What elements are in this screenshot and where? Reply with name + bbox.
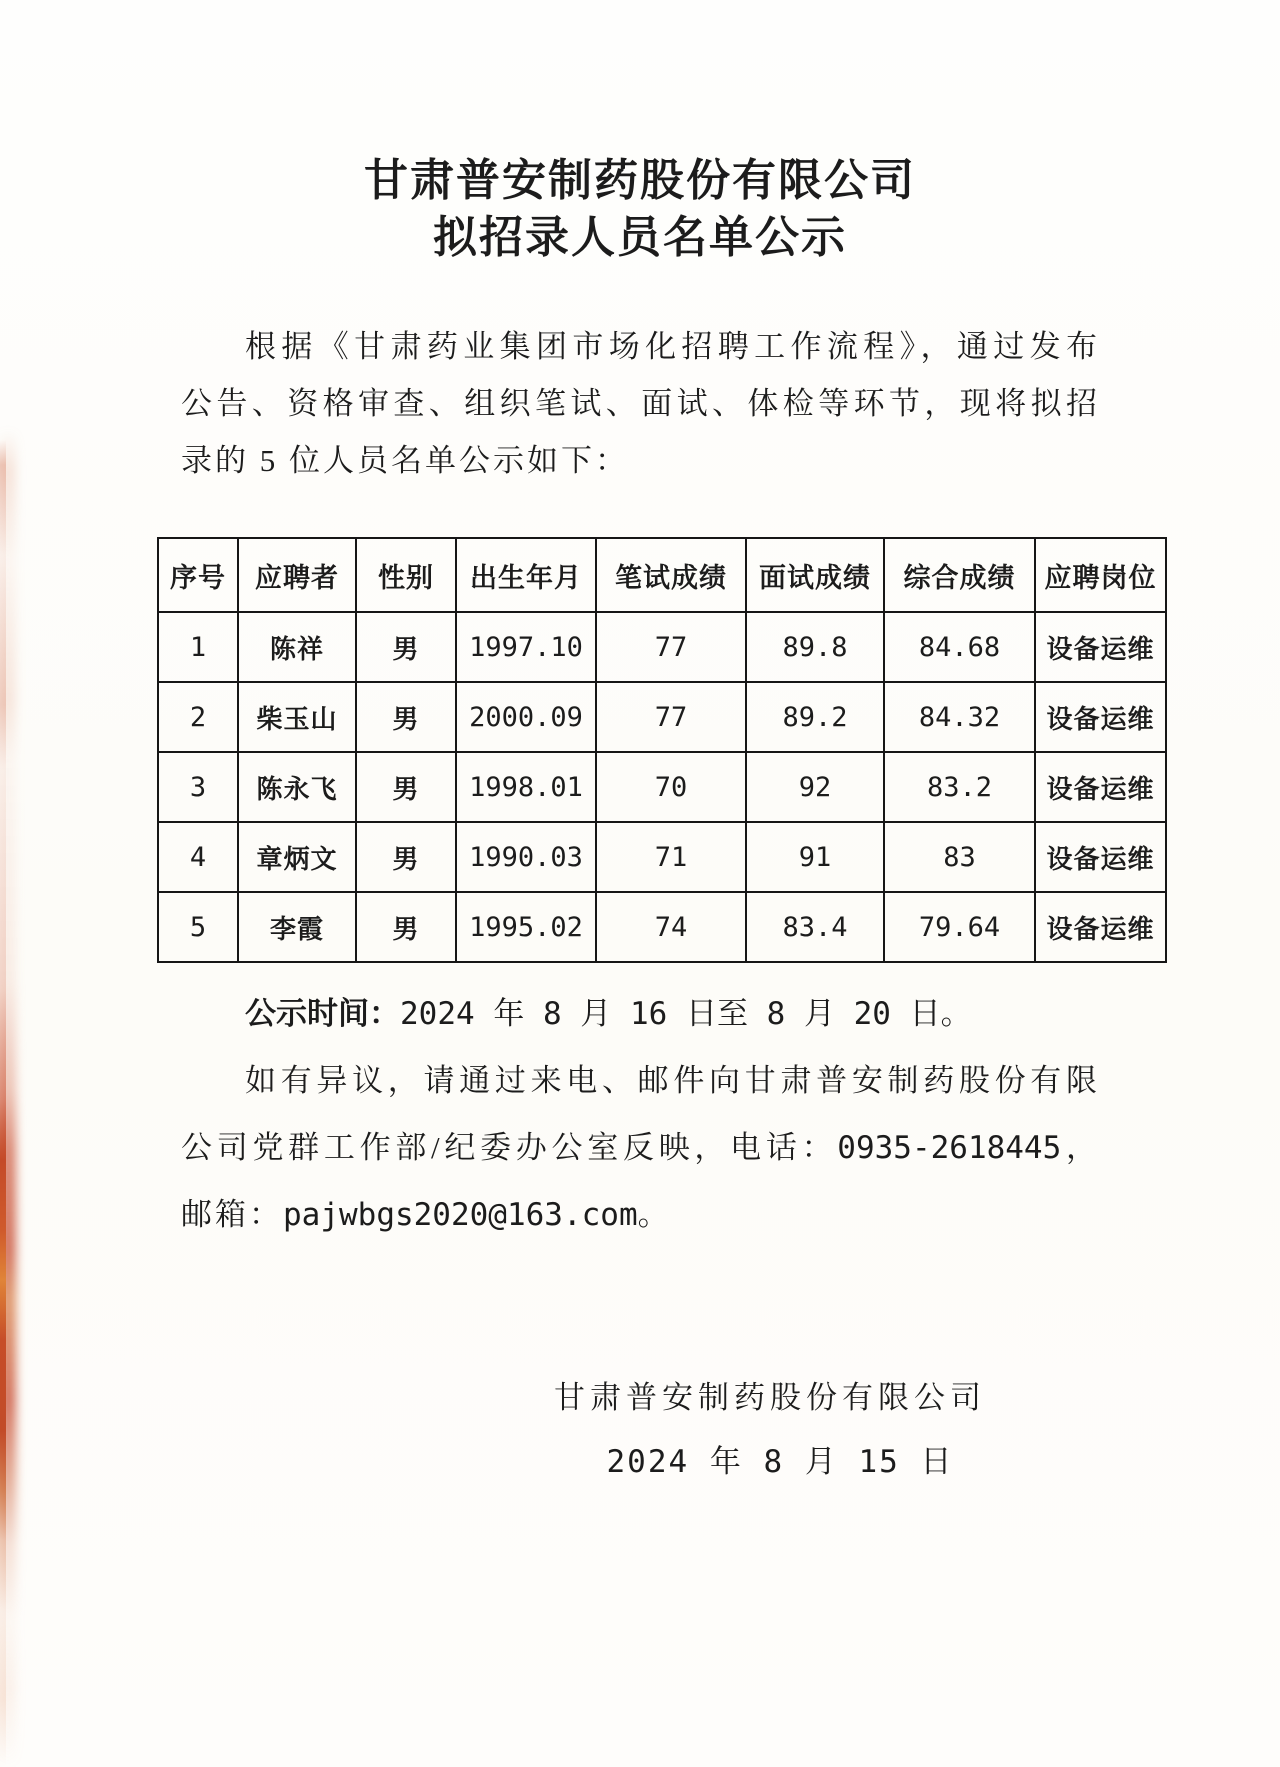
col-header-index: 序号	[158, 538, 238, 612]
cell-interview-score: 92	[746, 752, 884, 822]
cell-index: 3	[158, 752, 238, 822]
publicity-period-label: 公示时间：	[245, 996, 400, 1031]
col-header-gender: 性别	[356, 538, 456, 612]
cell-gender: 男	[356, 752, 456, 822]
cell-birth: 2000.09	[456, 682, 596, 752]
col-header-overall-score: 综合成绩	[884, 538, 1035, 612]
col-header-interview-score: 面试成绩	[746, 538, 884, 612]
col-header-candidate: 应聘者	[238, 538, 356, 612]
table-header-row	[158, 538, 1166, 612]
intro-line-1: 根据《甘肃药业集团市场化招聘工作流程》，通过发布	[245, 329, 1097, 364]
publicity-period-line	[181, 980, 1097, 1047]
table-row	[158, 892, 1166, 962]
intro-line-2: 公告、资格审查、组织笔试、面试、体检等环节，现将拟招	[181, 386, 1097, 421]
objection-line-3	[181, 1181, 1097, 1248]
cell-interview-score: 89.2	[746, 682, 884, 752]
cell-index: 4	[158, 822, 238, 892]
cell-written-score: 74	[596, 892, 746, 962]
cell-interview-score: 83.4	[746, 892, 884, 962]
objection-line-1: 如有异议，请通过来电、邮件向甘肃普安制药股份有限	[245, 1063, 1097, 1098]
cell-position: 设备运维	[1035, 892, 1166, 962]
cell-interview-score: 89.8	[746, 612, 884, 682]
cell-candidate: 陈永飞	[238, 752, 356, 822]
cell-birth: 1998.01	[456, 752, 596, 822]
cell-written-score: 77	[596, 612, 746, 682]
table-row	[158, 682, 1166, 752]
cell-candidate: 章炳文	[238, 822, 356, 892]
cell-written-score: 70	[596, 752, 746, 822]
cell-candidate: 柴玉山	[238, 682, 356, 752]
publicity-period-value: 2024 年 8 月 16 日至 8 月 20 日。	[400, 996, 972, 1032]
cell-written-score: 71	[596, 822, 746, 892]
scan-edge-artifact	[0, 0, 6, 1767]
cell-gender: 男	[356, 682, 456, 752]
objection-line-2	[181, 1114, 1097, 1181]
cell-overall-score: 84.32	[884, 682, 1035, 752]
cell-position: 设备运维	[1035, 612, 1166, 682]
cell-gender: 男	[356, 822, 456, 892]
cell-birth: 1995.02	[456, 892, 596, 962]
cell-written-score: 77	[596, 682, 746, 752]
cell-overall-score: 83.2	[884, 752, 1035, 822]
document-title-line2: 拟招录人员名单公示	[433, 213, 847, 262]
table-row	[158, 612, 1166, 682]
col-header-written-score: 笔试成绩	[596, 538, 746, 612]
cell-position: 设备运维	[1035, 682, 1166, 752]
cell-overall-score: 83	[884, 822, 1035, 892]
email-label: 邮箱：	[181, 1197, 283, 1232]
document-title-line1: 甘肃普安制药股份有限公司	[364, 156, 916, 205]
intro-line-3: 录的 5 位人员名单公示如下：	[181, 443, 629, 478]
cell-overall-score: 79.64	[884, 892, 1035, 962]
cell-position: 设备运维	[1035, 822, 1166, 892]
contact-email: pajwbgs2020@163.com。	[283, 1197, 669, 1233]
cell-index: 2	[158, 682, 238, 752]
cell-birth: 1997.10	[456, 612, 596, 682]
cell-gender: 男	[356, 612, 456, 682]
cell-gender: 男	[356, 892, 456, 962]
objection-line-2-text: 公司党群工作部/纪委办公室反映，电话：	[181, 1130, 838, 1165]
table-row	[158, 822, 1166, 892]
cell-candidate: 陈祥	[238, 612, 356, 682]
candidates-table	[157, 537, 1167, 963]
cell-birth: 1990.03	[456, 822, 596, 892]
cell-interview-score: 91	[746, 822, 884, 892]
signature-company: 甘肃普安制药股份有限公司	[554, 1380, 986, 1415]
contact-phone: 0935-2618445，	[837, 1130, 1097, 1166]
cell-candidate: 李霞	[238, 892, 356, 962]
cell-index: 5	[158, 892, 238, 962]
cell-position: 设备运维	[1035, 752, 1166, 822]
cell-index: 1	[158, 612, 238, 682]
table-row	[158, 752, 1166, 822]
col-header-position: 应聘岗位	[1035, 538, 1166, 612]
signature-date: 2024 年 8 月 15 日	[606, 1444, 954, 1480]
cell-overall-score: 84.68	[884, 612, 1035, 682]
col-header-birth: 出生年月	[456, 538, 596, 612]
